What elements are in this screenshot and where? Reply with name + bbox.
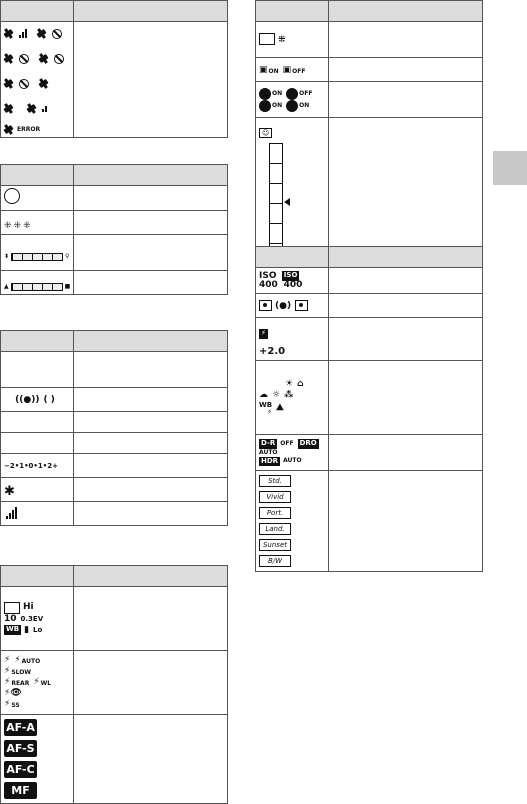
indication-cell [74, 352, 228, 388]
flash-comp-icon: ⚡ [261, 329, 266, 337]
indication-cell [329, 58, 483, 82]
flash-rear-label: REAR [11, 680, 30, 687]
ev-scale-text: −2•1•0•1•2+ [4, 462, 58, 470]
gps-nosignal-icon [4, 78, 17, 89]
hdr-icon: HDR [261, 456, 279, 465]
cloudy-icon: ☁ [259, 389, 268, 400]
header-indication [74, 1, 228, 22]
style-bw: B/W [259, 555, 291, 567]
gps-searching-icon [39, 53, 52, 64]
face-off-icon [286, 88, 298, 100]
indication-cell [74, 271, 228, 295]
gps-error-label: ERROR [17, 125, 41, 133]
indication-cell [329, 22, 483, 58]
shooting-table [0, 330, 228, 526]
white-balance-icons [256, 361, 329, 435]
style-vivid: Vivid [259, 491, 291, 503]
header-display [256, 247, 329, 268]
indication-cell [74, 211, 228, 235]
lo-label: Lo [33, 625, 43, 634]
gps-good-icon [27, 103, 40, 114]
af-a-icon: AF-A [4, 719, 37, 736]
gps-weak-icon [4, 103, 17, 114]
header-indication [74, 165, 228, 186]
indication-cell [329, 268, 483, 294]
indication-cell [1, 352, 74, 388]
metering-icons [256, 294, 329, 318]
indication-cell [1, 412, 74, 433]
smile-scale-bar [269, 143, 283, 261]
chapter-tab [493, 151, 527, 185]
on-label: ON [268, 68, 279, 75]
hdr-auto-label: AUTO [283, 457, 302, 465]
header-display [1, 1, 74, 22]
mf-icon: MF [4, 782, 37, 799]
indication-cell [329, 294, 483, 318]
focus-mode-icons [1, 715, 74, 804]
face-on3-icon [286, 100, 298, 112]
gps-icons [1, 22, 74, 138]
header-indication [329, 247, 483, 268]
af-c-icon: AF-C [4, 761, 37, 778]
indication-cell [74, 186, 228, 211]
indication-cell [329, 318, 483, 361]
header-display [1, 165, 74, 186]
flash-comp-value: +2.0 [259, 346, 286, 357]
flash-ss-label: SS [11, 702, 20, 709]
off-label: OFF [292, 68, 306, 75]
af-frame-icon [259, 33, 275, 45]
shake-warning [1, 502, 74, 526]
flash-comp [256, 318, 329, 361]
self-timer-icon: 10 [4, 613, 17, 624]
drive-flash-table [0, 565, 228, 804]
flash-wl-label: WL [40, 680, 52, 687]
style-std: Std. [259, 475, 291, 487]
zoom-scale: ▲ ■ [1, 271, 74, 295]
ae-lock-icon: ✱ [4, 484, 15, 499]
face-detect [256, 82, 329, 118]
header-display [1, 566, 74, 587]
header-indication [329, 1, 483, 22]
header-display [1, 331, 74, 352]
steadyshot-icon: ((●)) [15, 395, 40, 405]
gps-acquire-icon [39, 78, 52, 89]
af-frame-icons [256, 22, 329, 58]
remote-icon: ▮ [24, 624, 30, 635]
af-s-icon: AF-S [4, 740, 37, 757]
off-label: OFF [299, 89, 313, 97]
multi-metering-icon [259, 300, 272, 311]
af-points-icon: ⁜ [278, 35, 286, 45]
exposure-settings-table [255, 246, 483, 572]
flash-auto-label: AUTO [21, 658, 41, 665]
header-indication [74, 331, 228, 352]
indication-cell [329, 435, 483, 471]
gps-indication [74, 22, 228, 138]
drive-icons [1, 587, 74, 651]
spot-circle [1, 186, 74, 211]
style-land: Land. [259, 523, 291, 535]
dro-off-label: OFF [280, 439, 294, 447]
indication-cell [74, 235, 228, 271]
smile-on-icon: ▣ ON [259, 65, 279, 75]
indication-cell [329, 82, 483, 118]
header-display [256, 1, 329, 22]
header-indication [74, 566, 228, 587]
dro-icons [256, 435, 329, 471]
awb-icon: WB ⚡ [259, 400, 273, 416]
face-on2-icon [259, 100, 271, 112]
flash-icons: ⚡ ⚡ AUTO ⚡ SLOW ⚡ REAR ⚡ WL ⚡👁 ⚡ SS [1, 651, 74, 715]
dro-off-icon: D-R [261, 438, 276, 447]
indication-cell [74, 412, 228, 433]
tungsten-icon: ☼ [272, 389, 281, 400]
gps-off-icon [4, 53, 17, 64]
gps-error-icon [4, 124, 17, 135]
gps-disabled-icon [37, 28, 50, 39]
smile-off-icon: ▣ OFF [282, 65, 306, 75]
iso-multi-icon: ISO 400 [283, 271, 303, 290]
iso-icons [256, 268, 329, 294]
face-detection-table [255, 0, 483, 265]
bracket-c-icon: 0.3EV [20, 614, 44, 623]
af-area: ⁜⁜⁜ [1, 211, 74, 235]
steadyshot [1, 388, 74, 412]
face-on-icon [259, 88, 271, 100]
dro-auto-icon: DRO [299, 438, 317, 447]
iso-icon: ISO 400 [259, 270, 278, 290]
style-port: Port. [259, 507, 291, 519]
flash-slow-label: SLOW [11, 669, 31, 676]
on-label: ON [272, 101, 283, 109]
ev-scale [1, 454, 74, 478]
indication-cell [1, 433, 74, 454]
indication-cell [74, 651, 228, 715]
indication-cell [74, 388, 228, 412]
indication-cell [329, 361, 483, 435]
focus-zoom-table [0, 164, 228, 295]
shade-icon: ⌂ [297, 378, 304, 389]
on-label: ON [299, 101, 310, 109]
indication-cell [74, 454, 228, 478]
continuous-hi-icon: Hi [23, 602, 34, 612]
ae-lock [1, 478, 74, 502]
fluorescent-icon: ⁂ [284, 389, 294, 400]
steadyshot-off-icon: ( ) [43, 395, 55, 405]
smile-scale-pointer [284, 198, 290, 206]
indication-cell [74, 715, 228, 804]
custom-wb-icon: ⛰ [276, 403, 284, 413]
zoom-scale-bar [11, 283, 63, 291]
smile-detect-icon: ☺ [259, 128, 272, 138]
indication-cell [74, 478, 228, 502]
single-shot-icon [4, 602, 20, 614]
focus-scale-bar [11, 253, 63, 261]
focus-scale: ⬍ ⚲ [1, 235, 74, 271]
spot-metering-icon [295, 300, 308, 311]
spot-circle-icon [4, 188, 20, 204]
center-metering-icon: (●) [275, 301, 292, 311]
smile-shutter [256, 58, 329, 82]
dro-auto-label: AUTO [259, 448, 278, 456]
gps-table [0, 0, 228, 138]
daylight-icon: ☀ [285, 378, 294, 389]
indication-cell [329, 471, 483, 572]
gps-signal-icon [4, 28, 17, 39]
indication-cell [74, 502, 228, 526]
style-sunset: Sunset [259, 539, 291, 551]
creative-style-icons [256, 471, 329, 572]
wb-bracket-icon: WB [6, 625, 20, 634]
indication-cell [74, 587, 228, 651]
smile-sensitivity [256, 118, 329, 265]
indication-cell [74, 433, 228, 454]
indication-cell [329, 118, 483, 265]
on-label: ON [272, 89, 283, 97]
